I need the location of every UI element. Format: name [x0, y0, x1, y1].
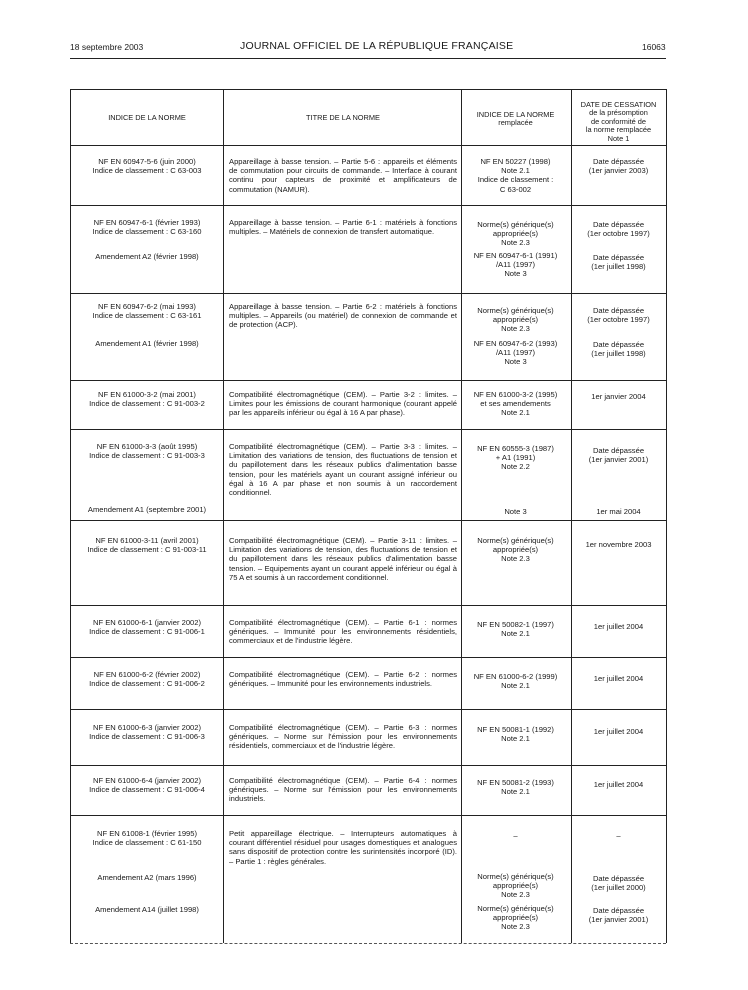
row-replaced: NF EN 50227 (1998) Note 2.1 Indice de classement : C 63-002	[477, 157, 554, 194]
row-title: Appareillage à basse tension. – Partie 5-6 : appareils et éléments de commutation pour circuits de commande. – Interface à courant continu pour capteurs de proximité et amplificateurs de commutation (NAMUR).	[229, 157, 457, 194]
row-date: 1er janvier 2004	[591, 392, 646, 401]
row-replaced: NF EN 61000-3-2 (1995) et ses amendements Note 2.1	[473, 390, 558, 418]
row-title: Compatibilité électromagnétique (CEM). – Partie 3-11 : limites. – Limitation des variations de tension, des fluctuations de tension et du papillotement dans les réseaux publics d'alimentation basse tension. – Equipements ayant un courant appelé inférieur ou égal à 75 A et soumis à un raccordement conditionnel.	[229, 536, 457, 582]
row-index-amendment: Amendement A2 (février 1998)	[95, 252, 199, 261]
row-title: Compatibilité électromagnétique (CEM). – Partie 3-3 : limites. – Limitation des variations de tension, des fluctuations de tension et du papillotement dans les réseaux publics d'alimentation basse tension, pour les matériels ayant un courant assigné inférieur ou égal à 16 A par phase et non soumis à un raccordement conditionnel.	[229, 442, 457, 498]
row-index-amendment: Amendement A1 (septembre 2001)	[87, 505, 207, 514]
row-divider	[71, 380, 666, 381]
row-index-amendment: Amendement A14 (juillet 1998)	[95, 905, 199, 914]
row-date: Date dépassée (1er octobre 1997)	[587, 220, 650, 239]
row-index: NF EN 61000-3-11 (avril 2001) Indice de classement : C 91-003-11	[87, 536, 207, 555]
journal-title: JOURNAL OFFICIEL DE LA RÉPUBLIQUE FRANÇAISE	[240, 40, 514, 52]
row-index: NF EN 61000-6-1 (janvier 2002) Indice de classement : C 91-006-1	[89, 618, 205, 637]
row-index: NF EN 60947-5-6 (juin 2000) Indice de classement : C 63-003	[92, 157, 202, 176]
row-replaced: NF EN 50081-2 (1993) Note 2.1	[477, 778, 554, 797]
column-header-date: DATE DE CESSATION de la présomption de conformité de la norme remplacée Note 1	[580, 100, 657, 143]
row-title: Compatibilité électromagnétique (CEM). – Partie 6-3 : normes génériques. – Norme sur l'émission pour les environnements résidentiels, commerciaux et de l'industrie légère.	[229, 723, 457, 751]
row-divider	[71, 205, 666, 206]
row-replaced: Norme(s) générique(s) appropriée(s) Note 2.3	[477, 536, 554, 564]
standards-table	[70, 89, 667, 943]
row-index: NF EN 61008-1 (février 1995) Indice de classement : C 61-150	[92, 829, 202, 848]
row-replaced-amendment: Norme(s) générique(s) appropriée(s) Note 2.3	[477, 872, 554, 900]
row-replaced-amendment: Note 3	[504, 507, 527, 516]
row-divider	[71, 520, 666, 521]
row-date: Date dépassée (1er octobre 1997)	[587, 306, 650, 325]
row-replaced-amendment: NF EN 60947-6-1 (1991) /A11 (1997) Note 3	[473, 251, 558, 279]
row-replaced: Norme(s) générique(s) appropriée(s) Note 2.3	[477, 220, 554, 248]
row-title: Compatibilité électromagnétique (CEM). – Partie 6-4 : normes génériques. – Norme sur l'émission pour les environnements industriels.	[229, 776, 457, 804]
row-replaced: –	[513, 831, 518, 840]
row-divider	[71, 815, 666, 816]
row-replaced: NF EN 50081-1 (1992) Note 2.1	[477, 725, 554, 744]
row-date: 1er juillet 2004	[593, 780, 644, 789]
row-divider	[71, 709, 666, 710]
row-date: 1er juillet 2004	[593, 674, 644, 683]
row-index: NF EN 61000-6-2 (février 2002) Indice de classement : C 91-006-2	[89, 670, 205, 689]
row-divider	[71, 429, 666, 430]
row-date-amendment: Date dépassée (1er juillet 2000)	[591, 874, 646, 893]
row-title: Compatibilité électromagnétique (CEM). – Partie 6-2 : normes génériques. – Immunité pour les environnements industriels.	[229, 670, 457, 689]
row-replaced: NF EN 61000-6-2 (1999) Note 2.1	[473, 672, 558, 691]
page-number: 16063	[642, 42, 666, 52]
column-header-title: TITRE DE LA NORME	[306, 113, 380, 122]
row-index: NF EN 61000-3-2 (mai 2001) Indice de classement : C 91-003-2	[89, 390, 205, 409]
row-replaced: NF EN 50082-1 (1997) Note 2.1	[477, 620, 554, 639]
row-date: 1er juillet 2004	[593, 727, 644, 736]
table-continuation-line	[70, 943, 666, 944]
row-index: NF EN 60947-6-1 (février 1993) Indice de classement : C 63-160	[92, 218, 202, 237]
row-replaced: Norme(s) générique(s) appropriée(s) Note 2.3	[477, 306, 554, 334]
row-index-amendment: Amendement A2 (mars 1996)	[97, 873, 197, 882]
row-index-amendment: Amendement A1 (février 1998)	[95, 339, 199, 348]
row-date-amendment: 1er mai 2004	[596, 507, 641, 516]
row-title: Compatibilité électromagnétique (CEM). – Partie 6-1 : normes génériques. – Immunité pour les environnements résidentiels, commerciaux et de l'industrie légère.	[229, 618, 457, 646]
row-title: Compatibilité électromagnétique (CEM). – Partie 3-2 : limites. – Limites pour les émissions de courant harmonique (courant appelé par les appareils inférieur ou égal à 16 A par phase).	[229, 390, 457, 418]
row-index: NF EN 61000-6-3 (janvier 2002) Indice de classement : C 91-006-3	[89, 723, 205, 742]
row-title: Appareillage à basse tension. – Partie 6-2 : matériels à fonctions multiples. – Appareils (ou matériel) de connexion de commande et de protection (ACP).	[229, 302, 457, 330]
row-replaced: NF EN 60555-3 (1987) + A1 (1991) Note 2.2	[477, 444, 554, 472]
row-date: 1er novembre 2003	[585, 540, 652, 549]
row-title: Appareillage à basse tension. – Partie 6-1 : matériels à fonctions multiples. – Matériels de connexion de transfert automatique.	[229, 218, 457, 237]
row-date-amendment: Date dépassée (1er juillet 1998)	[591, 340, 646, 359]
row-divider	[71, 605, 666, 606]
row-index: NF EN 61000-3-3 (août 1995) Indice de classement : C 91-003-3	[89, 442, 205, 461]
row-replaced-amendment: NF EN 60947-6-2 (1993) /A11 (1997) Note 3	[473, 339, 558, 367]
column-header-replaced: INDICE DE LA NORME remplacée	[476, 110, 555, 128]
row-index: NF EN 61000-6-4 (janvier 2002) Indice de classement : C 91-006-4	[89, 776, 205, 795]
row-date: Date dépassée (1er janvier 2001)	[588, 446, 649, 465]
row-index: NF EN 60947-6-2 (mai 1993) Indice de classement : C 63-161	[92, 302, 202, 321]
row-divider	[71, 293, 666, 294]
row-title: Petit appareillage électrique. – Interrupteurs automatiques à courant différentiel résiduel pour usages domestiques et analogues sans dispositif de protection contre les surintensités incorporé (ID). – Partie 1 : règles générales.	[229, 829, 457, 866]
header-rule	[70, 58, 666, 59]
header-date: 18 septembre 2003	[70, 42, 144, 52]
row-date-amendment: Date dépassée (1er janvier 2001)	[588, 906, 649, 925]
row-date: –	[616, 831, 621, 840]
row-replaced-amendment: Norme(s) générique(s) appropriée(s) Note 2.3	[477, 904, 554, 932]
row-divider	[71, 145, 666, 146]
column-header-index: INDICE DE LA NORME	[108, 113, 186, 122]
row-divider	[71, 765, 666, 766]
row-date: Date dépassée (1er janvier 2003)	[588, 157, 649, 176]
row-divider	[71, 657, 666, 658]
row-date-amendment: Date dépassée (1er juillet 1998)	[591, 253, 646, 272]
row-date: 1er juillet 2004	[593, 622, 644, 631]
